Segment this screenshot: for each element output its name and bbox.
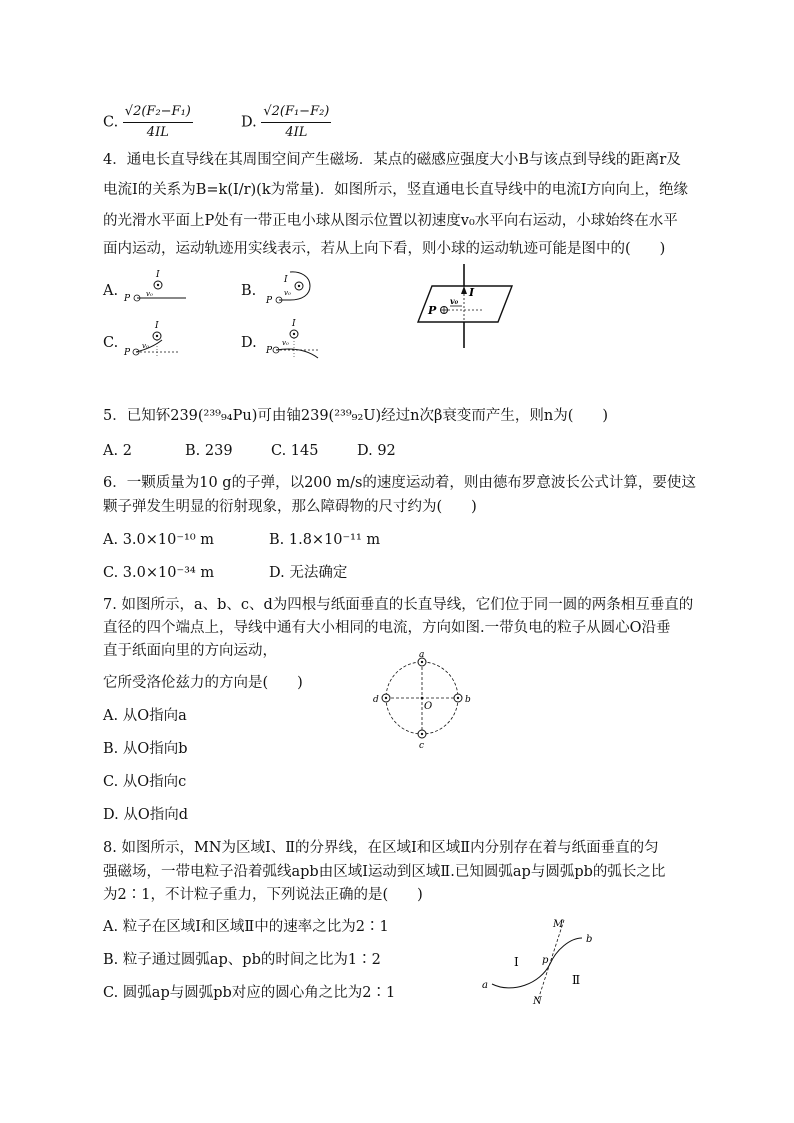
q8-stem-line-1: 8. 如图所示，MN为区域Ⅰ、Ⅱ的分界线，在区域Ⅰ和区域Ⅱ内分别存在着与纸面垂直的匀 <box>103 840 659 856</box>
q6-option-a: A. 3.0×10⁻¹⁰ m <box>103 532 214 548</box>
svg-text:Ⅱ: Ⅱ <box>572 973 581 987</box>
svg-text:a: a <box>419 652 425 660</box>
svg-text:I: I <box>292 319 296 329</box>
q7-option-a: A. 从O指向a <box>103 708 187 724</box>
q5-option-d: D. 92 <box>357 443 396 459</box>
svg-text:v₀: v₀ <box>282 339 289 347</box>
q3-option-d-label: D. <box>241 114 257 131</box>
svg-text:P: P <box>124 348 131 358</box>
q4-option-d-label: D. <box>241 335 257 351</box>
svg-text:O: O <box>424 701 433 712</box>
q3-option-d <box>241 102 331 143</box>
q5-option-c: C. 145 <box>271 443 319 459</box>
q6-stem-line-1: 6．一颗质量为10 g的子弹，以200 m/s的速度运动着，则由德布罗意波长公式计算，要使这 <box>103 475 696 491</box>
q4-option-a-diagram <box>120 265 200 310</box>
q4-option-b-diagram <box>262 265 332 310</box>
q4-option-a-label: A. <box>103 283 119 299</box>
svg-text:v₀: v₀ <box>284 289 291 297</box>
svg-text:a: a <box>482 980 488 991</box>
q6-option-c: C. 3.0×10⁻³⁴ m <box>103 565 215 581</box>
svg-text:P: P <box>124 294 131 304</box>
q7-stem-line-4: 它所受洛伦兹力的方向是( ) <box>103 675 303 691</box>
svg-text:I: I <box>469 286 475 299</box>
q8-stem-line-2: 强磁场，一带电粒子沿着弧线apb由区域Ⅰ运动到区域Ⅱ.已知圆弧ap与圆弧pb的弧长之比 <box>103 864 666 880</box>
q4-option-c-label: C. <box>103 335 119 351</box>
svg-text:I: I <box>156 270 160 280</box>
svg-text:P: P <box>266 296 273 306</box>
svg-text:I: I <box>155 321 159 331</box>
q7-stem-line-2: 直径的四个端点上，导线中通有大小相同的电流，方向如图.一带负电的粒子从圆心O沿垂 <box>103 620 671 636</box>
svg-text:p: p <box>542 955 549 966</box>
svg-text:b: b <box>465 695 471 705</box>
svg-text:d: d <box>373 695 379 705</box>
svg-text:P: P <box>266 346 273 356</box>
q4-main-figure <box>412 262 522 352</box>
q3-option-d-fraction: $\frac{\text{√2(F₁−F₂)}}{4IL}$ <box>263 104 330 140</box>
q7-stem-line-3: 直于纸面向里的方向运动， <box>103 643 277 659</box>
svg-text:N: N <box>533 996 542 1007</box>
svg-text:c: c <box>419 741 425 750</box>
q8-option-c: C. 圆弧ap与圆弧pb对应的圆心角之比为2∶1 <box>103 985 396 1001</box>
svg-text:v₀: v₀ <box>146 290 153 298</box>
center-point <box>421 697 424 700</box>
q7-figure <box>368 652 478 750</box>
arc-ap <box>492 964 550 988</box>
q4-option-d-diagram <box>262 318 332 363</box>
q4-stem-line-4: 面内运动，运动轨迹用实线表示，若从上向下看，则小球的运动轨迹可能是图中的( ) <box>103 241 666 257</box>
q5-option-b: B. 239 <box>185 443 233 459</box>
q7-option-b: B. 从O指向b <box>103 741 188 757</box>
q8-figure <box>478 912 608 1010</box>
arc-pb <box>550 938 582 964</box>
svg-text:v₀: v₀ <box>450 296 459 306</box>
q4-option-b-label: B. <box>241 283 257 299</box>
q4-stem-line-1: 4．通电长直导线在其周围空间产生磁场．某点的磁感应强度大小B与该点到导线的距离r及 <box>103 152 681 168</box>
svg-text:v₀: v₀ <box>142 342 149 350</box>
q8-option-b: B. 粒子通过圆弧ap、pb的时间之比为1∶2 <box>103 952 381 968</box>
trajectory-curve <box>136 340 162 352</box>
q3-option-c-fraction: $\frac{\text{√2(F₂−F₁)}}{4IL}$ <box>124 104 191 140</box>
q5-stem: 5．已知钚239(²³⁹₉₄Pu)可由铀239(²³⁹₉₂U)经过n次β衰变而产生，则n为( ) <box>103 408 609 424</box>
q5-option-a: A. 2 <box>103 443 132 459</box>
q7-option-c: C. 从O指向c <box>103 774 187 790</box>
q4-option-c-diagram <box>120 318 200 363</box>
svg-text:M: M <box>553 919 564 930</box>
q3-option-c-label: C. <box>103 114 119 131</box>
q4-stem-line-3: 的光滑水平面上P处有一带正电小球从图示位置以初速度v₀水平向右运动，小球始终在水平 <box>103 213 678 229</box>
q8-stem-line-3: 为2∶1，不计粒子重力，下列说法正确的是( ) <box>103 887 423 903</box>
q8-option-a: A. 粒子在区域Ⅰ和区域Ⅱ中的速率之比为2∶1 <box>103 919 389 935</box>
q6-option-d: D. 无法确定 <box>269 565 348 581</box>
svg-text:I: I <box>284 275 288 285</box>
svg-text:b: b <box>586 934 593 945</box>
svg-text:Ⅰ: Ⅰ <box>514 955 519 969</box>
q7-stem-line-1: 7. 如图所示，a、b、c、d为四根与纸面垂直的长直导线，它们位于同一圆的两条相互垂直的 <box>103 597 694 613</box>
q4-stem-line-2: 电流I的关系为B=k(I/r)(k为常量)．如图所示，竖直通电长直导线中的电流I方向向上，绝缘 <box>103 182 689 198</box>
q6-option-b: B. 1.8×10⁻¹¹ m <box>269 532 381 548</box>
svg-text:P: P <box>428 304 437 317</box>
q6-stem-line-2: 颗子弹发生明显的衍射现象，那么障碍物的尺寸约为( ) <box>103 499 477 515</box>
q3-option-c <box>103 102 193 143</box>
q7-option-d: D. 从O指向d <box>103 807 188 823</box>
